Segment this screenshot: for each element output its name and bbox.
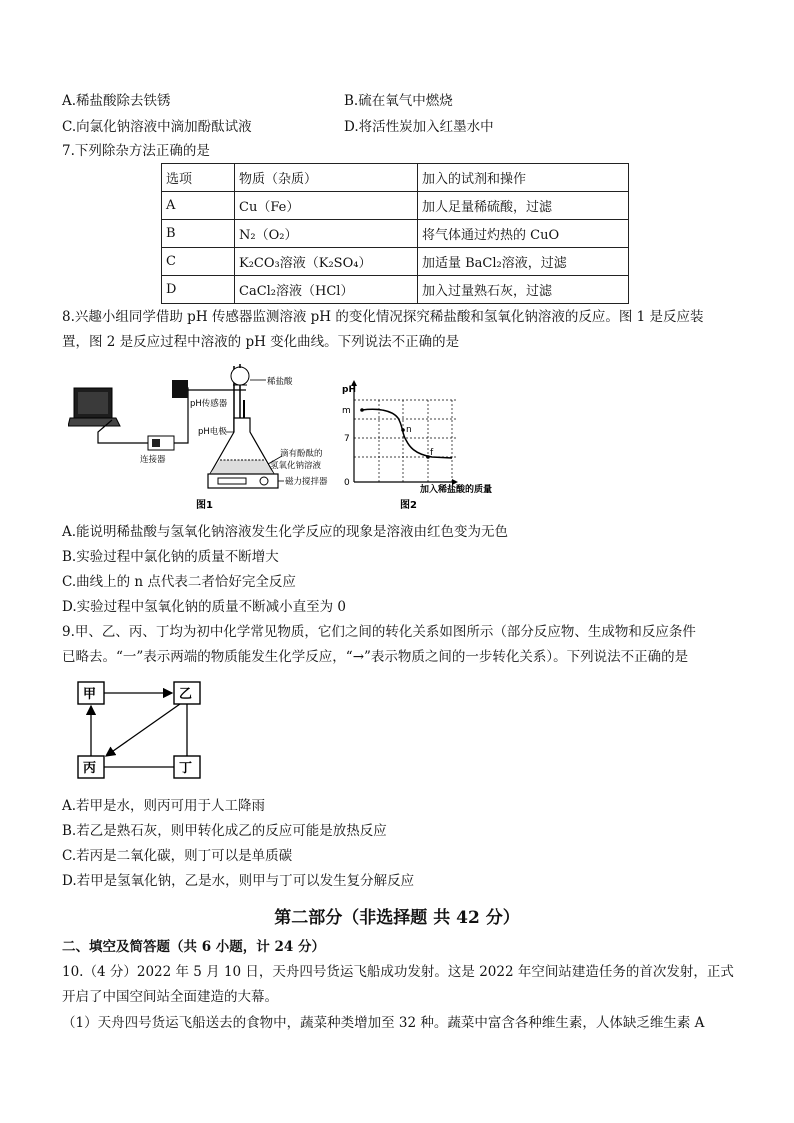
table-cell: 加适量 BaCl₂溶液，过滤 [418,248,629,276]
label-ding: 丁 [179,761,193,776]
tick-7: 7 [344,434,350,444]
label-acid: 稀盐酸 [267,377,293,387]
arrow-yi-to-bing [106,704,180,756]
table-cell: 将气体通过灼热的 CuO [418,220,629,248]
table-header-cell: 物质（杂质） [235,164,418,192]
q7-stem: 7.下列除杂方法正确的是 [62,143,210,159]
q9-stem-line1: 9.甲、乙、丙、丁均为初中化学常见物质，它们之间的转化关系如图所示（部分反应物、生成物和反应条件 [62,624,696,640]
q6-option-d: D.将活性炭加入红墨水中 [344,119,494,135]
table-header-cell: 加入的试剂和操作 [418,164,629,192]
figure-2-grid [354,400,456,482]
label-bing: 丙 [83,761,97,776]
label-yi: 乙 [179,687,193,702]
q8-option-c: C.曲线上的 n 点代表二者恰好完全反应 [62,574,296,590]
table-cell: B [162,220,235,248]
q9-option-c: C.若丙是二氧化碳，则丁可以是单质碳 [62,848,293,864]
q8-option-d: D.实验过程中氢氧化钠的质量不断减小直至为 0 [62,599,347,615]
table-row [162,192,629,220]
table-header-cell: 选项 [162,164,235,192]
table-cell: Cu（Fe） [235,192,418,220]
connector-icon [148,436,174,450]
q8-option-a: A.能说明稀盐酸与氢氧化钠溶液发生化学反应的现象是溶液由红色变为无色 [62,524,509,540]
q8-stem-line1: 8.兴趣小组同学借助 pH 传感器监测溶液 pH 的变化情况探究稀盐酸和氢氧化钠溶液的反应。图 1 是反应装 [62,309,704,325]
q9-option-d: D.若甲是氢氧化钠，乙是水，则甲与丁可以发生复分解反应 [62,873,415,889]
y-axis-label: pH [342,385,356,395]
label-jia: 甲 [83,687,97,702]
point-n [401,428,405,432]
label-stirrer: 磁力搅拌器 [285,477,328,487]
q8-option-b: B.实验过程中氯化钠的质量不断增大 [62,549,279,565]
table-cell: CaCl₂溶液（HCl） [235,276,418,304]
q6-option-b: B.硫在氧气中燃烧 [344,93,453,109]
q10-line2: 开启了中国空间站全面建造的大幕。 [62,989,278,1005]
label-m: m [342,406,351,416]
magnetic-stirrer-icon [208,474,278,488]
label-ph-sensor: pH传感器 [190,399,228,409]
q8-stem-line2: 置，图 2 是反应过程中溶液的 pH 变化曲线。下列说法不正确的是 [62,334,460,350]
figure-2-ph-curve [332,378,522,512]
q9-stem-line2: 已略去。“一”表示两端的物质能发生化学反应，“→”表示物质之间的一步转化关系）。下列说法不正确的是 [62,649,689,665]
table-cell: 加入过量熟石灰，过滤 [418,276,629,304]
figure-1-apparatus [68,360,348,512]
part2-heading: 二、填空及简答题（共 6 小题，计 24 分） [62,939,325,955]
label-electrode: pH电极 [198,427,227,437]
table-cell: A [162,192,235,220]
table-cell: K₂CO₃溶液（K₂SO₄） [235,248,418,276]
point-m [360,408,364,412]
q6-option-a: A.稀盐酸除去铁锈 [62,93,171,109]
part2-title: 第二部分（非选择题 共 42 分） [274,908,520,928]
q10-line1: 10.（4 分）2022 年 5 月 10 日，天舟四号货运飞船成功发射。这是 2022 年空间站建造任务的首次发射，正式 [62,964,734,980]
table-cell: 加人足量稀硫酸，过滤 [418,192,629,220]
table-row [162,248,629,276]
table-cell: N₂（O₂） [235,220,418,248]
table-cell: D [162,276,235,304]
q9-relation-diagram [70,676,210,786]
q9-option-b: B.若乙是熟石灰，则甲转化成乙的反应可能是放热反应 [62,823,387,839]
q6-option-c: C.向氯化钠溶液中滴加酚酞试液 [62,119,252,135]
label-f: f [430,448,434,458]
table-row [162,276,629,304]
q10-subquestion-1: （1）天舟四号货运飞船送去的食物中，蔬菜种类增加至 32 种。蔬菜中富含各种维生素，人体缺乏维生素 A [62,1015,705,1031]
q7-table [161,163,629,304]
table-header-row [162,164,629,192]
label-n: n [406,425,412,435]
figure-1-caption: 图1 [196,500,213,511]
ph-sensor-box [172,380,188,398]
x-axis-label: 加入稀盐酸的质量 [420,485,493,495]
origin-label: 0 [344,478,350,488]
table-row [162,220,629,248]
q9-option-a: A.若甲是水，则丙可用于人工降雨 [62,798,266,814]
figure-2-caption: 图2 [400,500,417,511]
label-solution-1: 滴有酚酞的 [280,449,323,459]
table-cell: C [162,248,235,276]
label-connector: 连接器 [140,455,166,465]
label-solution-2: 氢氧化钠溶液 [270,461,322,471]
